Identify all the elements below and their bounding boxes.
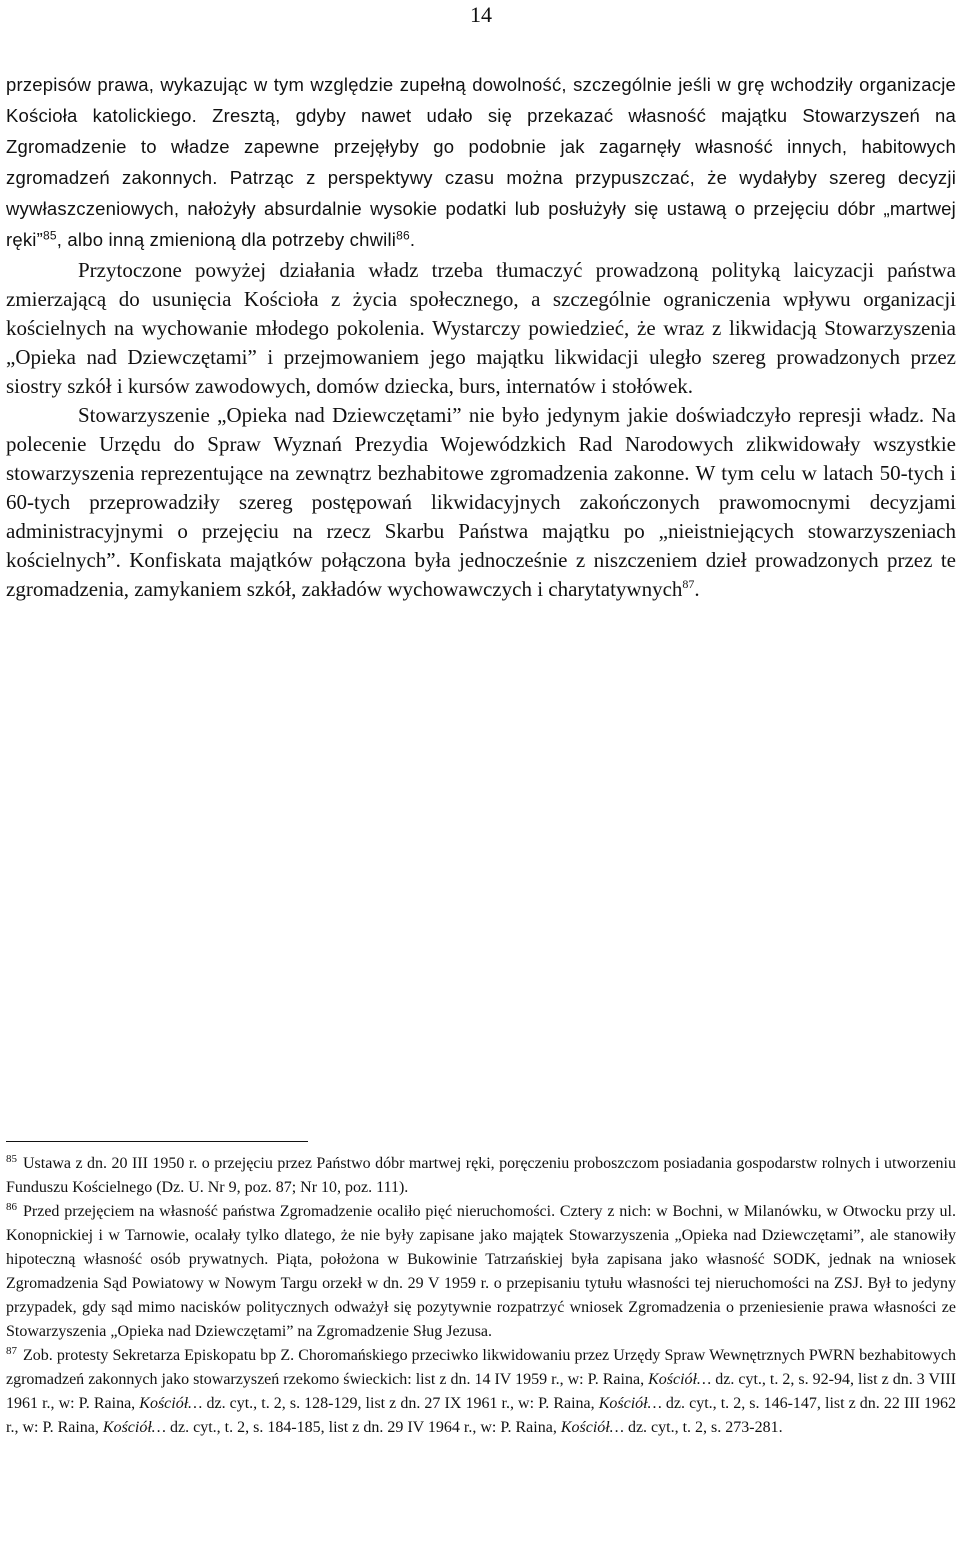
footnote-number: 87: [6, 1344, 17, 1357]
book-title: Kościół…: [139, 1395, 203, 1412]
footnote-86: [6, 1200, 956, 1344]
main-text: [6, 70, 956, 604]
footnote-separator: [6, 1141, 308, 1142]
paragraph-1-sans-part: przepisów prawa, wykazując w tym względzie zupełną dowolność, szczególnie jeśli w grę wchodziły organizacje: [6, 74, 956, 95]
footnote-number: 85: [6, 1152, 17, 1165]
paragraph-1: [6, 70, 956, 256]
book-title: Kościół…: [102, 1419, 167, 1436]
page-number: 14: [470, 2, 492, 27]
footnote-text-part: dz. cyt., t. 2, s. 184-185, list z dn. 29 IV 1964 r., w: P. Raina,: [166, 1419, 561, 1436]
book-title: Kościół…: [648, 1371, 712, 1388]
footnote-text-part: dz. cyt., t. 2, s. 146-147, list z dn. 22 III 1962 r., w: P. Raina,: [6, 1395, 957, 1436]
footnote-text-part: Zob. protesty Sekretarza Episkopatu bp Z. Choromańskiego przeciwko likwidowaniu przez Urzędy Spraw Wewnętrznych PWRN bezhabitowych zgromadzeń zakonnych jako stowarzyszeń rzekomo świeckich: list z dn. 14 IV 1959 r., w: P. Raina,: [6, 1347, 956, 1388]
footnote-text-part: dz. cyt., t. 2, s. 128-129, list z dn. 27 IX 1961 r., w: P. Raina,: [202, 1395, 599, 1412]
paragraph-1-sans-part-2: Kościoła katolickiego. Zresztą, gdyby nawet udało się przekazać własność majątku Stowarzyszeń na Zgromadzenie to władze zapewne przejęłyby go podobnie jak zagarnęły własność innych, habitowych zgromadzeń zakonnych. Patrząc z perspektywy czasu można przypuszczać, że wydałyby szereg decyzji wywłaszczeniowych, nałożyły absurdalnie wysokie podatki lub posłużyły się ustawą o przejęciu dóbr „martwej ręki”: [6, 105, 956, 250]
footnote-number: 86: [6, 1200, 17, 1213]
paragraph-3-end: .: [694, 577, 700, 601]
footnote-87: [6, 1344, 956, 1440]
book-title: Kościół…: [560, 1419, 624, 1436]
paragraph-3: [6, 401, 956, 604]
footnote-ref-85[interactable]: 85: [42, 228, 57, 243]
paragraph-3-text: Stowarzyszenie „Opieka nad Dziewczętami” nie było jedynym jakie doświadczyło represji władz. Na polecenie Urzędu do Spraw Wyznań Prezydia Wojewódzkich Rad Narodowych zlikwidowały wszystkie stowarzyszenia reprezentujące na zewnątrz bezhabitowe zgromadzenia zakonne. W tym celu w latach 50-tych i 60-tych przeprowadziły szereg postępowań likwidacyjnych zakończonych prawomocnymi decyzjami administracyjnymi o przejęciu na rzecz Skarbu Państwa majątku po „nieistniejących stowarzyszeniach kościelnych”. Konfiskata majątków połączona była jednocześnie z niszczeniem dzieł prowadzonych przez te zgromadzenia, zamykaniem szkół, zakładów wychowawczych i charytatywnych: [6, 403, 956, 601]
footnote-text-part: dz. cyt., t. 2, s. 92-94, list z dn. 3 VIII 1961 r., w: P. Raina,: [6, 1371, 957, 1412]
footnote-text: Ustawa z dn. 20 III 1950 r. o przejęciu przez Państwo dóbr martwej ręki, poręczeniu proboszczom posiadania gospodarstw rolnych i utworzeniu Funduszu Kościelnego (Dz. U. Nr 9, poz. 87; Nr 10, poz. 111).: [6, 1155, 956, 1196]
footnote-ref-86[interactable]: 86: [396, 228, 410, 243]
footnote-ref-87[interactable]: 87: [682, 577, 695, 591]
footnote-text-part: dz. cyt., t. 2, s. 273-281.: [623, 1419, 783, 1436]
paragraph-1-end: .: [409, 229, 416, 250]
footnotes-section: [6, 1152, 956, 1440]
book-title: Kościół…: [598, 1395, 662, 1412]
paragraph-2: Przytoczone powyżej działania władz trzeba tłumaczyć prowadzoną polityką laicyzacji państwa zmierzającą do usunięcia Kościoła z życia społecznego, a szczególnie ograniczenia wpływu organizacji kościelnych na wychowanie młodego pokolenia. Wystarczy powiedzieć, że wraz z likwidacją Stowarzyszenia „Opieka nad Dziewczętami” i przejmowaniem jego majątku likwidacji uległo szereg prowadzonych przez siostry szkół i kursów zawodowych, domów dziecka, burs, internatów i stołówek.: [6, 258, 956, 398]
footnote-85: [6, 1152, 956, 1200]
paragraph-1-sans-part-3: , albo inną zmienioną dla potrzeby chwili: [56, 229, 397, 250]
footnote-text: Przed przejęciem na własność państwa Zgromadzenie ocaliło pięć nieruchomości. Cztery z nich: w Bochni, w Milanówku, w Otwocku przy ul. Konopnickiej i w Tarnowie, ocalały tylko dlatego, że nie były zapisane jako majątek Stowarzyszenia „Opieka nad Dziewczętami”, ale stanowiły hipoteczną własność osób prywatnych. Piąta, położona w Bukowinie Tatrzańskiej była zapisana jako własność SODK, jednak na wniosek Zgromadzenia Sąd Powiatowy w Nowym Targu orzekł w dn. 29 V 1959 r. o przepisaniu tytułu własności tej nieruchomości na ZSJ. Był to jedyny przypadek, gdy sąd mimo nacisków politycznych odważył się pozytywnie rozpatrzyć wniosek Zgromadzenia o przeniesienie prawa własności ze Stowarzyszenia „Opieka nad Dziewczętami” na Zgromadzenie Sług Jezusa.: [6, 1203, 956, 1340]
